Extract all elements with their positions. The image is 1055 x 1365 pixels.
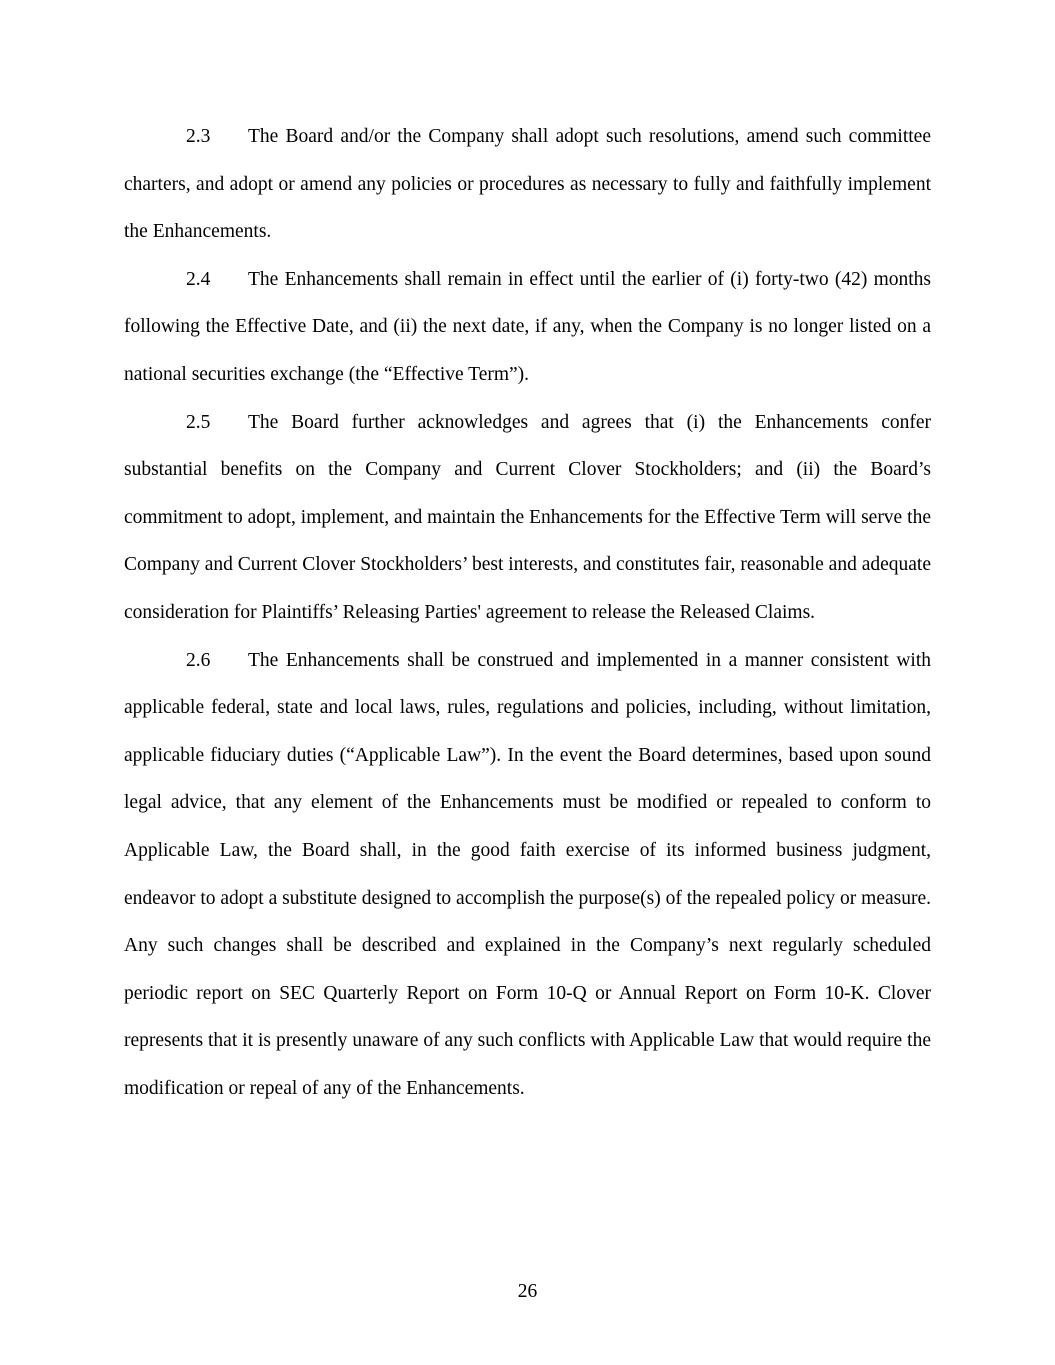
paragraph-number: 2.3 (186, 126, 211, 147)
paragraph-2-4 (124, 256, 931, 399)
paragraph-text: The Board further acknowledges and agrees that (i) the Enhancements confer substantial benefits on the Company and Current Clover Stockholders; and (ii) the Board’s commitment to adopt, implement, and maintain the Enhancements for the Effective Term will serve the Company and Current Clover Stockholders’ best interests, and constitutes fair, reasonable and adequate consideration for Plaintiffs’ Releasing Parties' agreement to release the Released Claims. (124, 411, 931, 623)
paragraph-text: The Enhancements shall be construed and implemented in a manner consistent with applicable federal, state and local laws, rules, regulations and policies, including, without limitation, applicable fiduciary duties (“Applicable Law”). In the event the Board determines, based upon sound legal advice, that any element of the Enhancements must be modified or repealed to conform to Applicable Law, the Board shall, in the good faith exercise of its informed business judgment, endeavor to adopt a substitute designed to accomplish the purpose(s) of the repealed policy or measure. Any such changes shall be described and explained in the Company’s next regularly scheduled periodic report on SEC Quarterly Report on Form 10-Q or Annual Report on Form 10-K. Clover represents that it is presently unaware of any such conflicts with Applicable Law that would require the modification or repeal of any of the Enhancements. (124, 649, 931, 1099)
document-body (124, 113, 931, 1112)
page-number: 26 (517, 1281, 538, 1302)
paragraph-number: 2.5 (186, 411, 211, 433)
paragraph-2-6 (124, 637, 931, 1113)
paragraph-text: The Board and/or the Company shall adopt such resolutions, amend such committee charters, and adopt or amend any policies or procedures as necessary to fully and faithfully implement the Enhancements. (124, 126, 931, 243)
paragraph-text: The Enhancements shall remain in effect until the earlier of (i) forty-two (42) months following the Effective Date, and (ii) the next date, if any, when the Company is no longer listed on a national securities exchange (the “Effective Term”). (124, 268, 931, 385)
paragraph-number: 2.4 (186, 268, 211, 290)
paragraph-number: 2.6 (186, 649, 211, 671)
paragraph-2-5 (124, 399, 931, 637)
paragraph-2-3 (124, 113, 931, 256)
